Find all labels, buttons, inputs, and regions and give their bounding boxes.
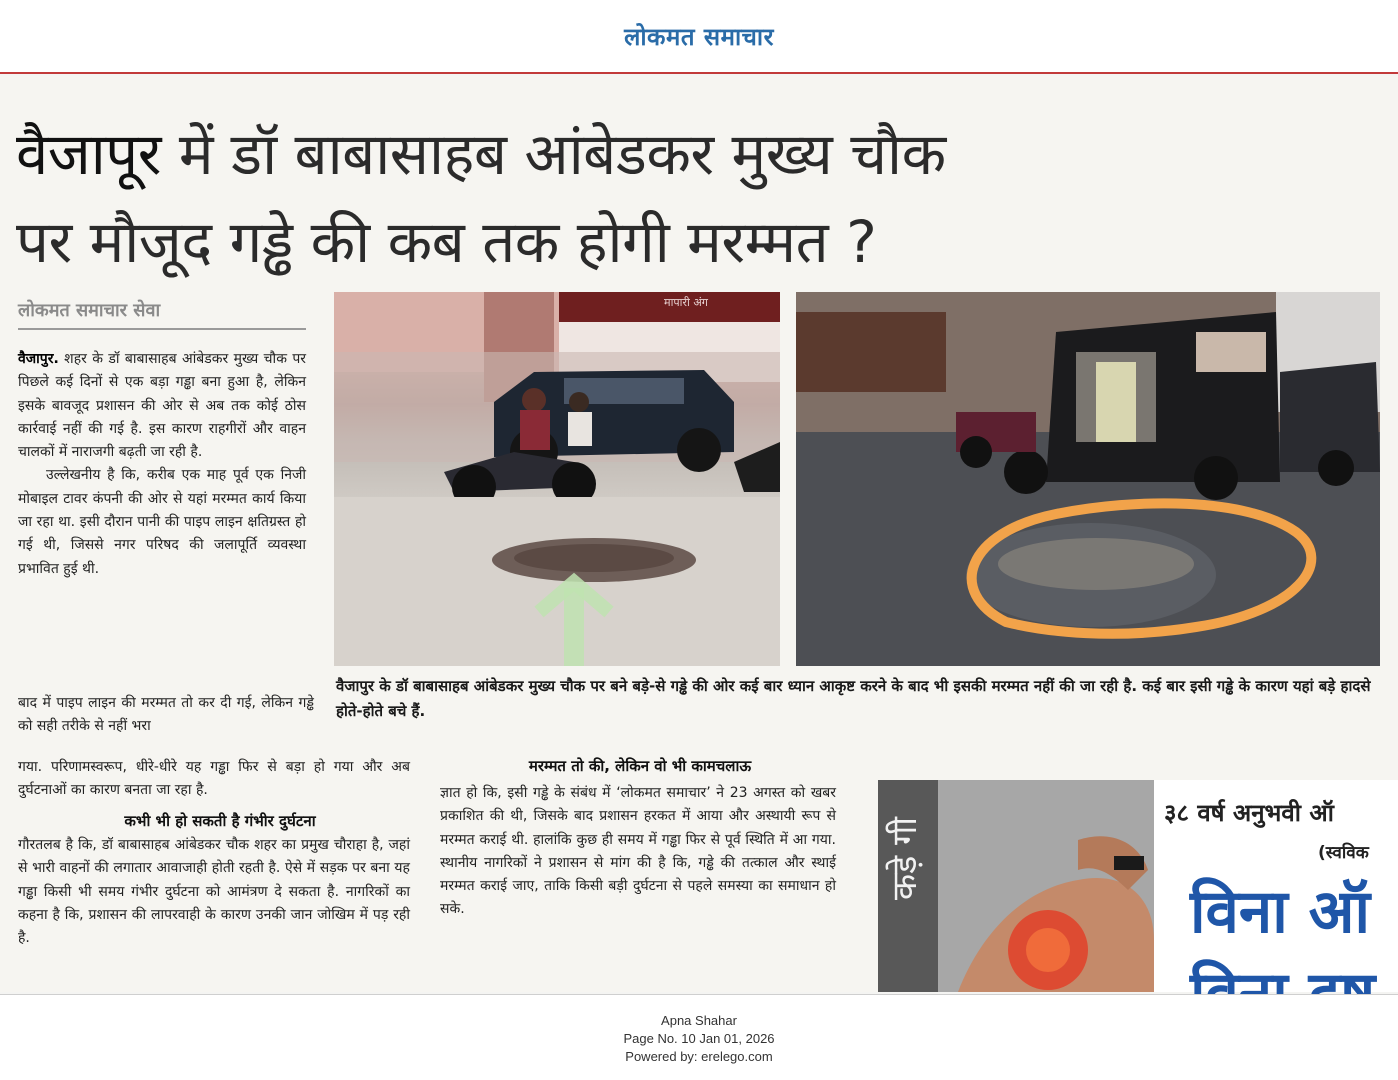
headline-line-2: पर मौजूद गड्ढे की कब तक होगी मरम्मत ? — [16, 208, 877, 276]
paragraph-2c: गया. परिणामस्वरूप, धीरे-धीरे यह गड्ढा फिर से बड़ा हो गया और अब दुर्घटनाओं का कारण बनता जा रहा है. — [18, 759, 410, 799]
paragraph-4: ज्ञात हो कि, इसी गड्ढे के संबंध में ‘लोकमत समाचार’ ने 23 अगस्त को खबर प्रकाशित की थी, जिसके बाद प्रशासन हरकत में आया और अस्थायी रूप से मरम्मत कराई थी. हालांकि कुछ ही समय में गड्ढा फिर से पूर्व स्थिति में आ गया. स्थानीय नागरिकों ने प्रशासन से मांग की है कि, गड्ढे की तत्काल और स्थाई मरम्मत कराई जाए, ताकि किसी बड़ी दुर्घटना से पहले समस्या का समाधान हो सके. — [440, 785, 836, 918]
advertisement — [878, 780, 1398, 992]
shop-sign: मापारी अंग — [664, 296, 708, 309]
ad-big-line-1: विना ऑ — [1190, 877, 1371, 947]
masthead-title: लोकमत समाचार — [624, 23, 774, 51]
headline-line-1 — [16, 110, 1386, 198]
ad-knee-photo — [878, 780, 1154, 992]
paragraph-2b: बाद में पाइप लाइन की मरम्मत तो कर दी गई, लेकिन गड्ढे को सही तरीके से नहीं भरा — [18, 695, 314, 735]
subhead-accident: कभी भी हो सकती है गंभीर दुर्घटना — [124, 812, 316, 830]
masthead-rule — [0, 72, 1398, 74]
street-scene-1 — [334, 292, 780, 666]
footer — [0, 994, 1398, 1080]
photo-caption: वैजापुर के डॉ बाबासाहब आंबेडकर मुख्य चौक पर बने बड़े-से गड्ढे की ओर कई बार ध्यान आकृष्ट करने के बाद भी इसकी मरम्मत नहीं की जा रही है. कई बार इसी गड्ढे के कारण यहां बड़े हादसे होते-होते बचे हैं. — [336, 677, 1371, 720]
newspaper-page — [0, 76, 1398, 992]
dateline: वैजापुर. — [18, 351, 59, 367]
ad-subheading: (स्वविक — [1318, 843, 1369, 863]
byline: लोकमत समाचार सेवा — [18, 300, 161, 321]
pothole-photo-1 — [334, 292, 780, 666]
footer-powered-by: Powered by: erelego.com — [625, 1049, 773, 1064]
ad-side-text: कड़े गी — [885, 816, 925, 900]
footer-page-info: Page No. 10 Jan 01, 2026 — [623, 1031, 775, 1046]
masthead — [0, 0, 1398, 74]
article-column-1 — [18, 348, 306, 581]
headline-lead: वैजापूर — [16, 120, 161, 188]
street-scene-2 — [796, 292, 1380, 666]
headline-rest: में डॉ बाबासाहब आंबेडकर मुख्य चौक — [160, 120, 946, 188]
pothole-photo-2 — [796, 292, 1380, 666]
paragraph-1: वैजापुर. शहर के डॉ बाबासाहब आंबेडकर मुख्य चौक पर पिछले कई दिनों से एक बड़ा गड्ढा बना हुआ है, लेकिन इसके बावजूद प्रशासन की ओर से अब तक कोई ठोस कार्रवाई नहीं की गई है. इस कारण राहगीरों और वाहन चालकों में नाराजगी बढ़ती जा रही है. — [18, 351, 306, 461]
paragraph-3: गौरतलब है कि, डॉ बाबासाहब आंबेडकर चौक शहर का प्रमुख चौराहा है, जहां से भारी वाहनों की लगातार आवाजाही होती रहती है. ऐसे में सड़क पर बना यह गड्ढा किसी भी समय गंभीर दुर्घटना को आमंत्रण दे सकता है. नागरिकों का कहना है कि, प्रशासन की लापरवाही के कारण उनकी जान जोखिम में पड़ रही है. — [18, 837, 410, 947]
footer-section: Apna Shahar — [661, 1013, 737, 1028]
paragraph-2: उल्लेखनीय है कि, करीब एक माह पूर्व एक निजी मोबाइल टावर कंपनी की ओर से यहां मरम्मत कार्य किया जा रहा था. इसी दौरान पानी की पाइप लाइन क्षतिग्रस्त हो गई थी, जिससे नगर परिषद की जलापूर्ति व्यवस्था प्रभावित हुई थी. — [18, 467, 306, 577]
subhead-repair: मरम्मत तो की, लेकिन वो भी कामचलाऊ — [528, 757, 752, 775]
headline — [16, 110, 1386, 286]
ad-heading: ३८ वर्ष अनुभवी ऑ — [1164, 799, 1334, 827]
byline-rule — [18, 328, 306, 330]
